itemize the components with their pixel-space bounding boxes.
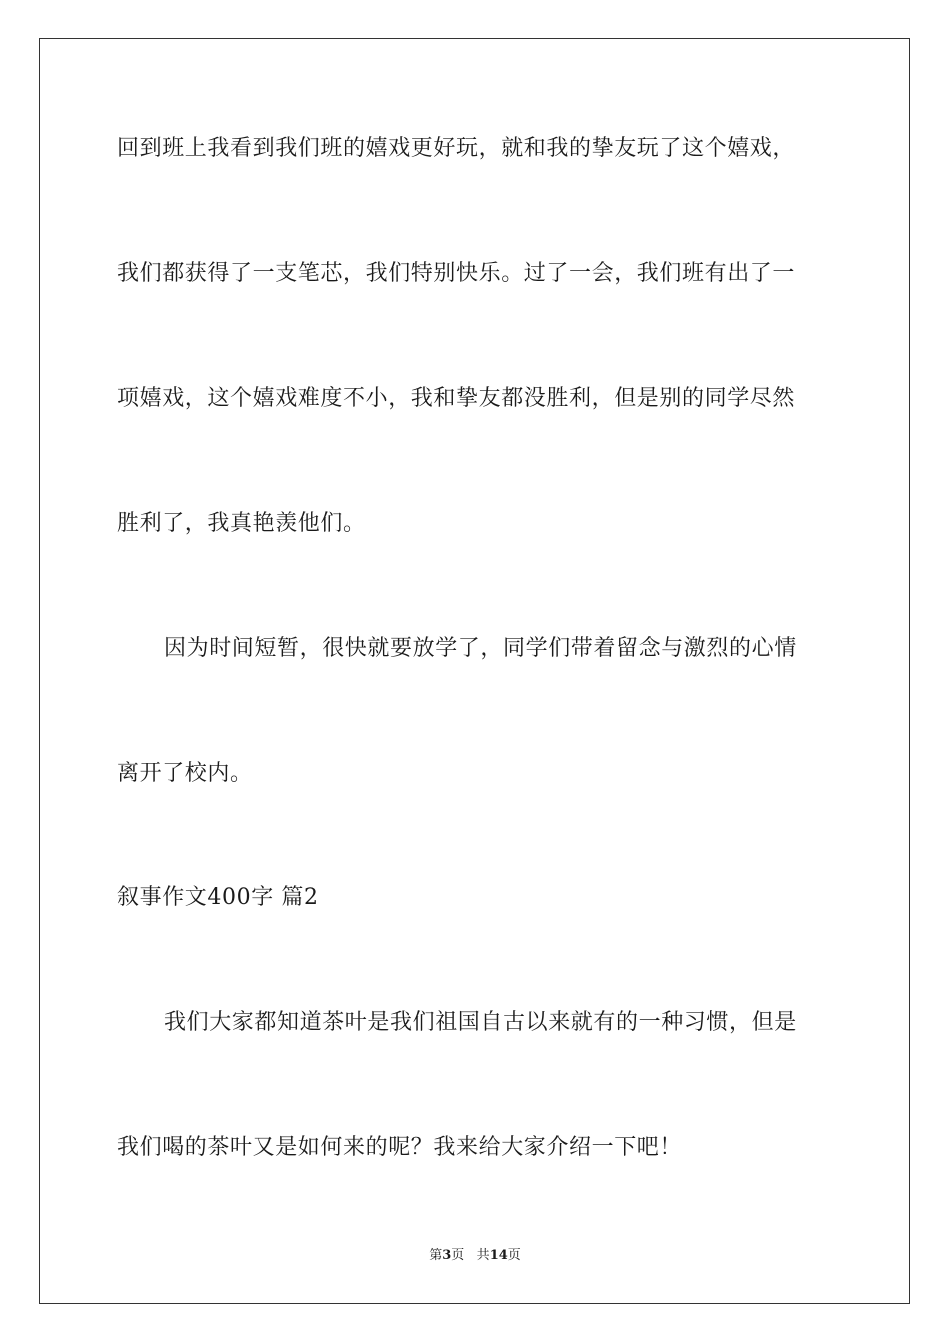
total-prefix: 共 [476, 1248, 490, 1263]
paragraph-line: 回到班上我看到我们班的嬉戏更好玩，就和我的挚友玩了这个嬉戏， [117, 136, 796, 161]
paragraph-line: 胜利了，我真艳羡他们。 [117, 511, 366, 536]
total-pages: 14 [489, 1248, 508, 1263]
paragraph-line: 因为时间短暂，很快就要放学了，同学们带着留念与激烈的心情 [164, 636, 797, 661]
page-suffix: 页 [451, 1248, 465, 1263]
page-footer [0, 1248, 950, 1264]
section-heading: 叙事作文400字 篇2 [117, 885, 319, 910]
paragraph-line: 我们喝的茶叶又是如何来的呢？我来给大家介绍一下吧！ [117, 1135, 683, 1160]
page-number: 3 [442, 1248, 452, 1263]
paragraph-line: 我们都获得了一支笔芯，我们特别快乐。过了一会，我们班有出了一 [117, 261, 796, 286]
page-prefix: 第 [429, 1248, 443, 1263]
total-suffix: 页 [507, 1248, 521, 1263]
paragraph-line: 离开了校内。 [117, 761, 253, 786]
page-frame [39, 38, 910, 1304]
paragraph-line: 项嬉戏，这个嬉戏难度不小，我和挚友都没胜利，但是别的同学尽然 [117, 386, 796, 411]
paragraph-line: 我们大家都知道茶叶是我们祖国自古以来就有的一种习惯，但是 [164, 1010, 797, 1035]
